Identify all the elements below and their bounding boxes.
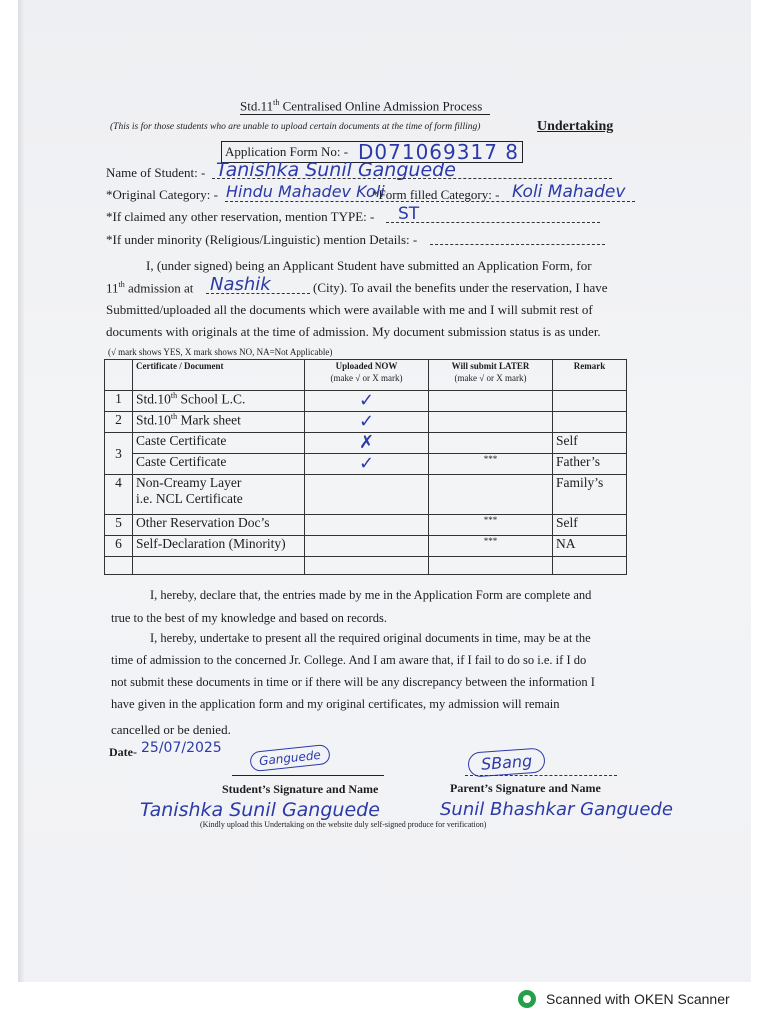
student-name-written: Tanishka Sunil Ganguede	[140, 799, 380, 821]
declaration-line-1: I, (under signed) being an Applicant Student have submitted an Application Form, for	[146, 258, 592, 273]
scanner-label: Scanned with OKEN Scanner	[546, 991, 730, 1007]
declaration-line-4: documents with originals at the time of admission. My document submission status is as under.	[106, 324, 601, 339]
parent-signature-line	[465, 775, 617, 776]
header-uploaded: Uploaded NOW (make √ or X mark)	[305, 360, 429, 391]
parent-name-written: Sunil Bhashkar Ganguede	[440, 799, 673, 820]
closing-p2-line1: I, hereby, undertake to present all the required original documents in time, may be at the	[150, 631, 591, 645]
table-row: 6 Self-Declaration (Minority) *** NA	[105, 536, 627, 557]
documents-table	[104, 359, 627, 575]
application-form-number: D071069317 8	[358, 140, 520, 164]
date-value: 25/07/2025	[141, 740, 222, 756]
closing-p2-line3: not submit these documents in time or if there will be any discrepancy between the information I	[111, 675, 595, 689]
title-underline	[240, 114, 490, 115]
closing-p2-line2: time of admission to the concerned Jr. College. And I am aware that, if I fail to do so i.e. if I do	[111, 653, 587, 667]
header-later: Will submit LATER (make √ or X mark)	[429, 360, 553, 391]
tick-mark: ✓	[305, 412, 429, 433]
student-name-value: Tanishka Sunil Ganguede	[216, 159, 456, 181]
city-value: Nashik	[210, 274, 271, 295]
form-category-value: Koli Mahadev	[512, 182, 626, 202]
table-header-row	[105, 360, 627, 391]
page-subtitle: (This is for those students who are unable to upload certain documents at the time of form filling)	[110, 122, 481, 132]
header-remark: Remark	[553, 360, 627, 391]
closing-p2-line5: cancelled or be denied.	[111, 722, 231, 737]
table-row-empty	[105, 557, 627, 575]
other-reservation-value: ST	[398, 204, 420, 224]
declaration-line-3: Submitted/uploaded all the documents which were available with me and I will submit rest of	[106, 302, 593, 317]
minority-label: *If under minority (Religious/Linguistic) mention Details: -	[106, 232, 418, 247]
scanner-watermark	[518, 990, 730, 1008]
cross-mark: ✗	[305, 433, 429, 454]
table-row: 2 Std.10th Mark sheet ✓	[105, 412, 627, 433]
parent-signature: SBang	[467, 747, 546, 777]
declaration-line-2-end: (City). To avail the benefits under the reservation, I have	[313, 280, 608, 295]
other-reservation-label: *If claimed any other reservation, mention TYPE: -	[106, 209, 375, 224]
table-legend: (√ mark shows YES, X mark shows NO, NA=Not Applicable)	[108, 347, 333, 357]
tick-mark: ✓	[305, 391, 429, 412]
table-row: 3 Caste Certificate ✗ Self	[105, 433, 627, 454]
oken-logo-icon	[518, 990, 536, 1008]
tick-mark: ✓	[305, 454, 429, 475]
closing-p2-line4: have given in the application form and my original certificates, my admission will remain	[111, 697, 560, 711]
student-signature-title: Student’s Signature and Name	[222, 782, 379, 796]
application-form-label: Application Form No: -	[225, 144, 349, 159]
upload-note: (Kindly upload this Undertaking on the website duly self-signed produce for verification)	[200, 820, 487, 829]
closing-p1-line1: I, hereby, declare that, the entries made by me in the Application Form are complete and	[150, 588, 592, 602]
category-line	[225, 201, 635, 202]
original-category-label: *Original Category: -	[106, 187, 218, 202]
city-line	[206, 293, 310, 294]
form-category-label: *Form filled Category: -	[372, 187, 500, 202]
closing-p1-line2: true to the best of my knowledge and based on records.	[111, 611, 387, 625]
declaration-line-2: 11th admission at	[106, 280, 194, 296]
parent-signature-title: Parent’s Signature and Name	[450, 781, 601, 795]
student-signature: Ganguede	[249, 744, 331, 772]
original-category-value: Hindu Mahadev Koli	[226, 182, 385, 201]
minority-line	[430, 244, 605, 245]
name-line	[212, 178, 612, 179]
reservation-line	[386, 222, 600, 223]
student-signature-line	[232, 775, 384, 776]
table-row: 4 Non-Creamy Layer i.e. NCL Certificate Family’s	[105, 475, 627, 515]
table-row: 5 Other Reservation Doc’s *** Self	[105, 515, 627, 536]
page-title: Std.11th Centralised Online Admission Process	[240, 98, 483, 114]
header-certificate: Certificate / Document	[133, 360, 305, 391]
date-label: Date-	[109, 745, 137, 759]
table-row: Caste Certificate ✓ *** Father’s	[105, 454, 627, 475]
undertaking-heading: Undertaking	[537, 119, 614, 134]
student-name-label: Name of Student: -	[106, 165, 206, 180]
table-row: 1 Std.10th School L.C. ✓	[105, 391, 627, 412]
